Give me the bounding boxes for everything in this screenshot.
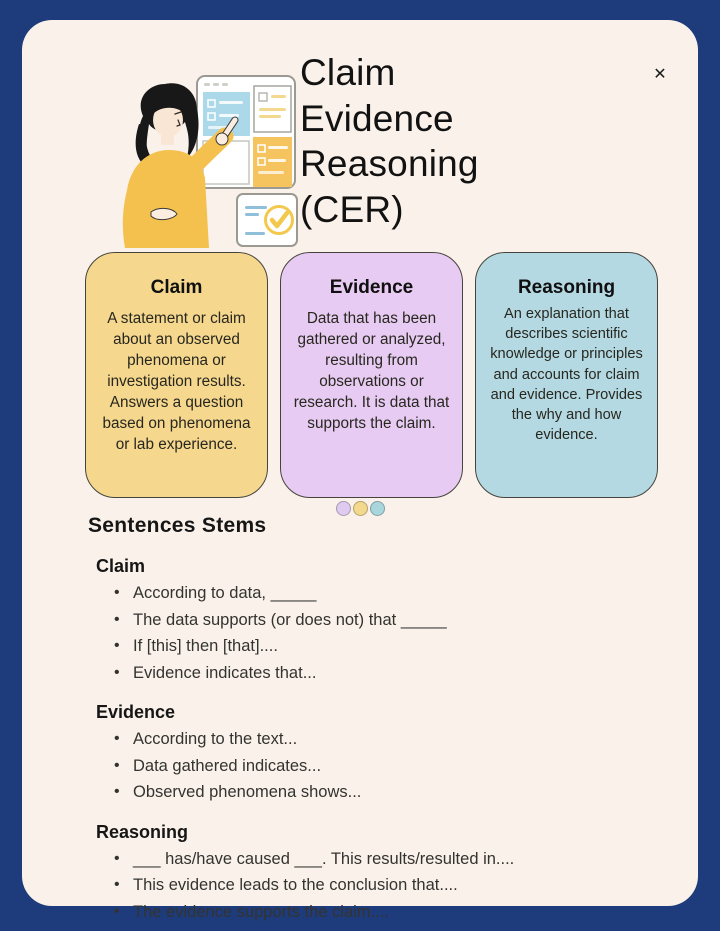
sentence-stem: • According to data, _____ bbox=[96, 580, 663, 607]
sentence-stem: • According to the text... bbox=[96, 726, 663, 753]
stems-list bbox=[96, 726, 663, 806]
stems-section-claim bbox=[96, 554, 663, 686]
definition-card-evidence bbox=[280, 252, 463, 498]
title-line: (CER) bbox=[300, 188, 404, 230]
white-note-card bbox=[254, 86, 291, 132]
cer-poster-sheet bbox=[22, 20, 698, 921]
sentence-stem: • If [this] then [that].... bbox=[96, 633, 663, 660]
page-title bbox=[300, 50, 479, 232]
card-title-claim: Claim bbox=[150, 277, 203, 298]
sentence-stems-heading: Sentences Stems bbox=[88, 514, 267, 537]
sentence-stems bbox=[88, 514, 663, 939]
close-button[interactable]: ✕ bbox=[644, 60, 676, 86]
stems-section-title: Claim bbox=[96, 556, 146, 576]
sentence-stem: • Data gathered indicates... bbox=[96, 753, 663, 780]
stems-list bbox=[96, 580, 663, 686]
definition-cards-row bbox=[85, 252, 658, 498]
definition-card-reasoning bbox=[475, 252, 658, 498]
sentence-stem: • This evidence leads to the conclusion that.... bbox=[96, 872, 663, 899]
title-line: Evidence bbox=[300, 97, 454, 139]
title-line: Claim bbox=[300, 52, 396, 93]
stems-section-title: Reasoning bbox=[96, 821, 189, 842]
illustration-woman-pointing-at-board bbox=[115, 64, 317, 256]
sentence-stem: • The evidence supports the claim.... bbox=[96, 899, 663, 926]
definition-card-claim bbox=[85, 252, 268, 498]
title-line: Reasoning bbox=[300, 143, 479, 184]
stems-section-evidence bbox=[96, 700, 663, 806]
card-body-reasoning: An explanation that describes scientific knowledge or principles and accounts for claim and evidence. Provides the why and how evidence. bbox=[490, 306, 643, 444]
sentence-stem: • Observed phenomena shows... bbox=[96, 779, 663, 806]
sentence-stem: • ___ has/have caused ___. This results/resulted in.... bbox=[96, 846, 663, 873]
card-title-evidence: Evidence bbox=[329, 277, 414, 298]
checkmark-icon bbox=[266, 207, 293, 234]
stems-section-reasoning bbox=[96, 820, 663, 926]
whiteboard-graphic bbox=[197, 76, 295, 188]
sentence-stem: • The data supports (or does not) that _____ bbox=[96, 607, 663, 634]
stems-list bbox=[96, 846, 663, 926]
card-body-claim: A statement or claim about an observed phenomena or investigation results. Answers a question based on phenomena or lab experience. bbox=[102, 310, 251, 453]
stems-section-title: Evidence bbox=[96, 702, 176, 722]
checklist-card bbox=[237, 194, 297, 246]
card-title-reasoning: Reasoning bbox=[517, 277, 616, 298]
card-body-evidence: Data that has been gathered or analyzed, resulting from observations or research. It is data that supports the claim. bbox=[293, 310, 450, 432]
yellow-note-card bbox=[253, 137, 292, 187]
sentence-stem: • Evidence indicates that... bbox=[96, 660, 663, 687]
